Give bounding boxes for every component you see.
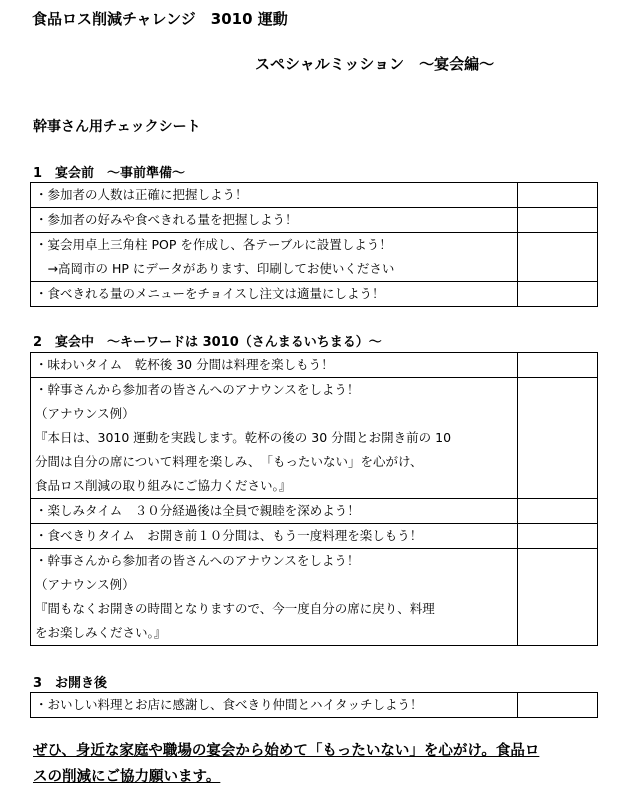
check-item bbox=[31, 499, 518, 524]
checklist-table-during bbox=[30, 352, 598, 646]
item-text: ・楽しみタイム ３０分経過後は全員で親睦を深めよう！ bbox=[35, 503, 360, 518]
table-row bbox=[31, 499, 598, 524]
checklist-table-before bbox=[30, 182, 598, 307]
item-text: （アナウンス例） bbox=[35, 406, 135, 421]
checkbox-cell[interactable] bbox=[518, 499, 598, 524]
checkbox-cell[interactable] bbox=[518, 282, 598, 307]
item-text: ・宴会用卓上三角柱 POP を作成し、各テーブルに設置しよう！ bbox=[35, 237, 392, 252]
table-row bbox=[31, 524, 598, 549]
item-text: ・食べきれる量のメニューをチョイスし注文は適量にしよう！ bbox=[35, 286, 385, 301]
check-item bbox=[31, 353, 518, 378]
closing-message bbox=[33, 738, 603, 790]
table-row bbox=[31, 208, 598, 233]
check-item bbox=[31, 524, 518, 549]
check-item bbox=[31, 233, 518, 282]
checkbox-cell[interactable] bbox=[518, 549, 598, 646]
item-text: ・参加者の人数は正確に把握しよう！ bbox=[35, 187, 248, 202]
section-heading: 1 宴会前 ～事前準備～ bbox=[33, 166, 186, 181]
table-row bbox=[31, 378, 598, 499]
item-text: ・味わいタイム 乾杯後 30 分間は料理を楽しもう！ bbox=[35, 357, 334, 372]
closing-line: ぜひ、身近な家庭や職場の宴会から始めて「もったいない」を心がけ。食品ロ bbox=[33, 743, 540, 759]
document-subtitle-mission: スペシャルミッション ～宴会編～ bbox=[255, 55, 495, 73]
table-row bbox=[31, 282, 598, 307]
table-row bbox=[31, 233, 598, 282]
checkbox-cell[interactable] bbox=[518, 693, 598, 718]
section-heading: 3 お開き後 bbox=[33, 676, 108, 691]
item-text: →高岡市の HP にデータがあります、印刷してお使いください bbox=[35, 261, 395, 276]
check-item bbox=[31, 378, 518, 499]
checkbox-cell[interactable] bbox=[518, 378, 598, 499]
check-item bbox=[31, 183, 518, 208]
closing-line: スの削減にご協力願います。 bbox=[33, 769, 221, 785]
checksheet-title: 幹事さん用チェックシート bbox=[33, 119, 201, 135]
item-text: ・幹事さんから参加者の皆さんへのアナウンスをしよう！ bbox=[35, 382, 360, 397]
check-item bbox=[31, 549, 518, 646]
item-text: ・参加者の好みや食べきれる量を把握しよう！ bbox=[35, 212, 298, 227]
checkbox-cell[interactable] bbox=[518, 208, 598, 233]
check-item bbox=[31, 208, 518, 233]
section-heading: 2 宴会中 ～キーワードは 3010（さんまるいちまる）～ bbox=[33, 335, 382, 350]
checkbox-cell[interactable] bbox=[518, 353, 598, 378]
checkbox-cell[interactable] bbox=[518, 183, 598, 208]
checkbox-cell[interactable] bbox=[518, 233, 598, 282]
checklist-table-after bbox=[30, 692, 598, 718]
document-title: 食品ロス削減チャレンジ 3010 運動 bbox=[32, 10, 288, 28]
check-item bbox=[31, 282, 518, 307]
item-text: 『本日は、3010 運動を実践します。乾杯の後の 30 分間とお開き前の 10 bbox=[35, 430, 452, 445]
item-text: ・おいしい料理とお店に感謝し、食べきり仲間とハイタッチしよう！ bbox=[35, 697, 423, 712]
table-row bbox=[31, 693, 598, 718]
item-text: ・幹事さんから参加者の皆さんへのアナウンスをしよう！ bbox=[35, 553, 360, 568]
table-row bbox=[31, 353, 598, 378]
item-text: 分間は自分の席について料理を楽しみ、 「もったいない」を心がけ、 bbox=[35, 454, 423, 469]
item-text: 『間もなくお開きの時間となりますので、今一度自分の席に戻り、料理 bbox=[35, 601, 435, 616]
item-text: をお楽しみください。』 bbox=[35, 625, 167, 640]
check-item bbox=[31, 693, 518, 718]
checkbox-cell[interactable] bbox=[518, 524, 598, 549]
table-row bbox=[31, 549, 598, 646]
item-text: ・食べきりタイム お開き前１０分間は、もう一度料理を楽しもう！ bbox=[35, 528, 423, 543]
item-text: （アナウンス例） bbox=[35, 577, 135, 592]
item-text: 食品ロス削減の取り組みにご協力ください。』 bbox=[35, 478, 292, 493]
table-row bbox=[31, 183, 598, 208]
